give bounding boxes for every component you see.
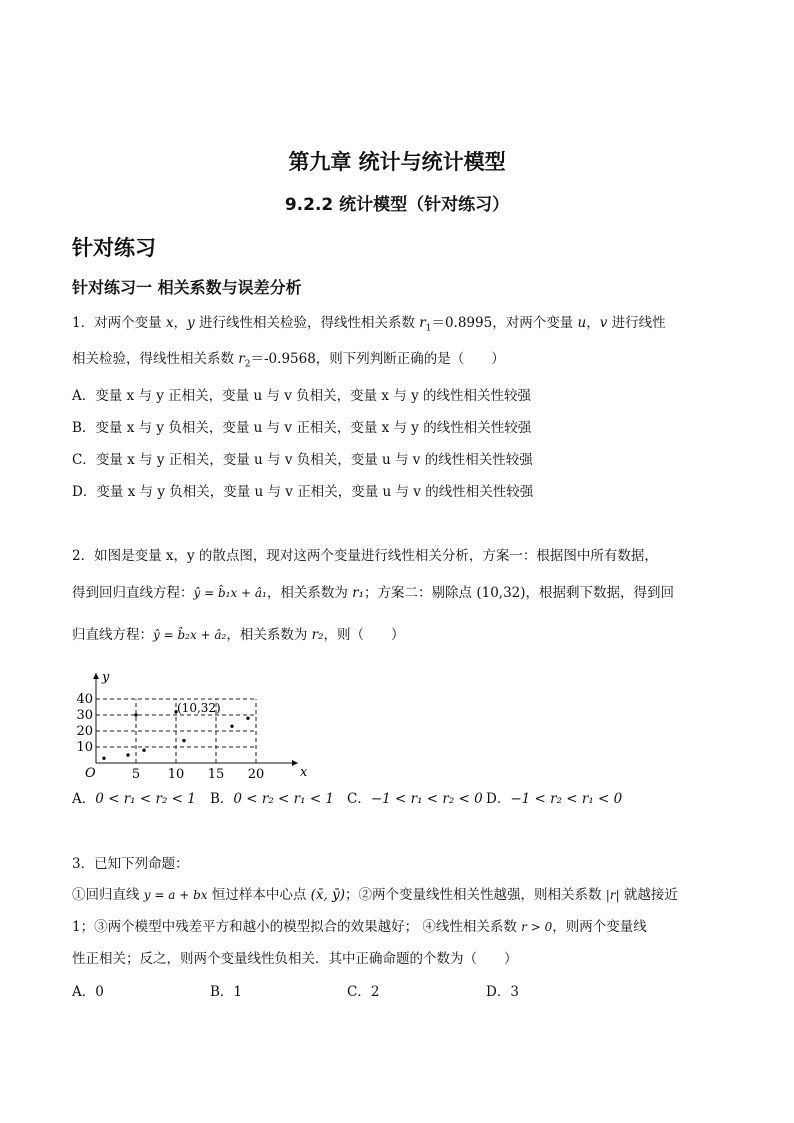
q1-option-c[interactable]: C．变量 x 与 y 正相关，变量 u 与 v 负相关，变量 u 与 v 的线性相关性较强 bbox=[72, 452, 533, 468]
chapter-title: 第九章 统计与统计模型 bbox=[288, 150, 506, 174]
point-annotation-0: (10,32) bbox=[177, 700, 221, 715]
q2-equation-1: ŷ = b̂₁x + â₁ bbox=[193, 586, 267, 600]
section-title: 针对练习 bbox=[72, 236, 156, 260]
x-axis-arrow bbox=[292, 760, 298, 766]
x-tick-label-10: 10 bbox=[167, 767, 185, 782]
q2-equation-2: ŷ = b̂₂x + â₂ bbox=[153, 628, 227, 642]
q3-intro: 3．已知下列命题： bbox=[72, 856, 189, 872]
x-tick-label-15: 15 bbox=[207, 767, 225, 782]
q2-option-a[interactable]: A．0 < r₁ < r₂ < 1 bbox=[72, 791, 196, 807]
page-subtitle: 9.2.2 统计模型（针对练习） bbox=[284, 195, 510, 215]
y-axis-arrow bbox=[93, 673, 99, 679]
q3-regression-equation: y = a + bx bbox=[143, 888, 208, 902]
q1-option-d[interactable]: D．变量 x 与 y 负相关，变量 u 与 v 正相关，变量 u 与 v 的线性相关性较强 bbox=[72, 484, 534, 500]
q1-option-b[interactable]: B．变量 x 与 y 负相关，变量 u 与 v 正相关，变量 x 与 y 的线性相关性较强 bbox=[72, 420, 532, 436]
q3-option-d[interactable]: D．3 bbox=[486, 984, 519, 1000]
data-point-5 bbox=[230, 725, 233, 728]
y-tick-label-30: 30 bbox=[76, 708, 93, 723]
q3-option-b[interactable]: B．1 bbox=[210, 984, 243, 1000]
x-axis-label: x bbox=[300, 765, 308, 780]
subsection-title: 针对练习一 相关系数与误差分析 bbox=[72, 278, 302, 297]
q2-line-2: 得到回归直线方程：ŷ = b̂₁x + â₁，相关系数为 r₁；方案二：剔除点 (10,32)，根据剩下数据，得到回 bbox=[72, 585, 675, 601]
q2-line-1: 2．如图是变量 x，y 的散点图，现对这两个变量进行线性相关分析，方案一：根据图中所有数据， bbox=[72, 548, 658, 564]
x-tick-label-5: 5 bbox=[131, 767, 141, 782]
data-point-6 bbox=[246, 717, 249, 720]
q3-option-a[interactable]: A．0 bbox=[72, 984, 104, 1000]
q2-option-d[interactable]: D．−1 < r₂ < r₁ < 0 bbox=[486, 791, 623, 807]
x-tick-label-20: 20 bbox=[247, 767, 265, 782]
q3-option-c[interactable]: C．2 bbox=[347, 984, 380, 1000]
y-tick-label-10: 10 bbox=[76, 740, 93, 755]
q3-line-2: 1；③两个模型中残差平方和越小的模型拟合的效果越好； ④线性相关系数 r > 0，则两个变量线 bbox=[72, 919, 647, 935]
q1-line-2: 相关检验，得线性相关系数 $r_2=-0.9568$，则下列判断正确的是（ ） bbox=[72, 351, 505, 370]
q2-option-c[interactable]: C．−1 < r₁ < r₂ < 0 bbox=[347, 791, 483, 807]
q2-option-b[interactable]: B．0 < r₂ < r₁ < 1 bbox=[210, 791, 335, 807]
r2-symbol: r bbox=[238, 351, 245, 367]
q2-line-3: 归直线方程：ŷ = b̂₂x + â₂，相关系数为 r₂，则（ ） bbox=[72, 627, 405, 643]
q3-line-1: ①回归直线 y = a + bx 恒过样本中心点 (x̄, ȳ)；②两个变量线性相关性越强，则相关系数 |r| 就越接近 bbox=[72, 887, 678, 903]
data-point-3 bbox=[142, 749, 145, 752]
y-tick-label-20: 20 bbox=[76, 724, 93, 739]
origin-label: O bbox=[85, 766, 96, 781]
data-point-4 bbox=[182, 739, 185, 742]
scatter-chart bbox=[70, 658, 320, 783]
q1-option-a[interactable]: A．变量 x 与 y 正相关，变量 u 与 v 负相关，变量 x 与 y 的线性相关性较强 bbox=[72, 388, 532, 404]
q1-line-1: 1．对两个变量 x，y 进行线性相关检验，得线性相关系数 $r_1=0.8995$，对两个变量 u，v 进行线性 bbox=[72, 315, 666, 334]
y-tick-label-40: 40 bbox=[76, 692, 93, 707]
y-axis-label: y bbox=[102, 670, 110, 685]
r1-symbol: r bbox=[419, 315, 426, 331]
data-point-0 bbox=[102, 757, 105, 760]
q3-line-3: 性正相关；反之，则两个变量线性负相关．其中正确命题的个数为（ ） bbox=[72, 951, 518, 967]
data-point-1 bbox=[126, 753, 129, 756]
data-point-2 bbox=[134, 713, 137, 716]
